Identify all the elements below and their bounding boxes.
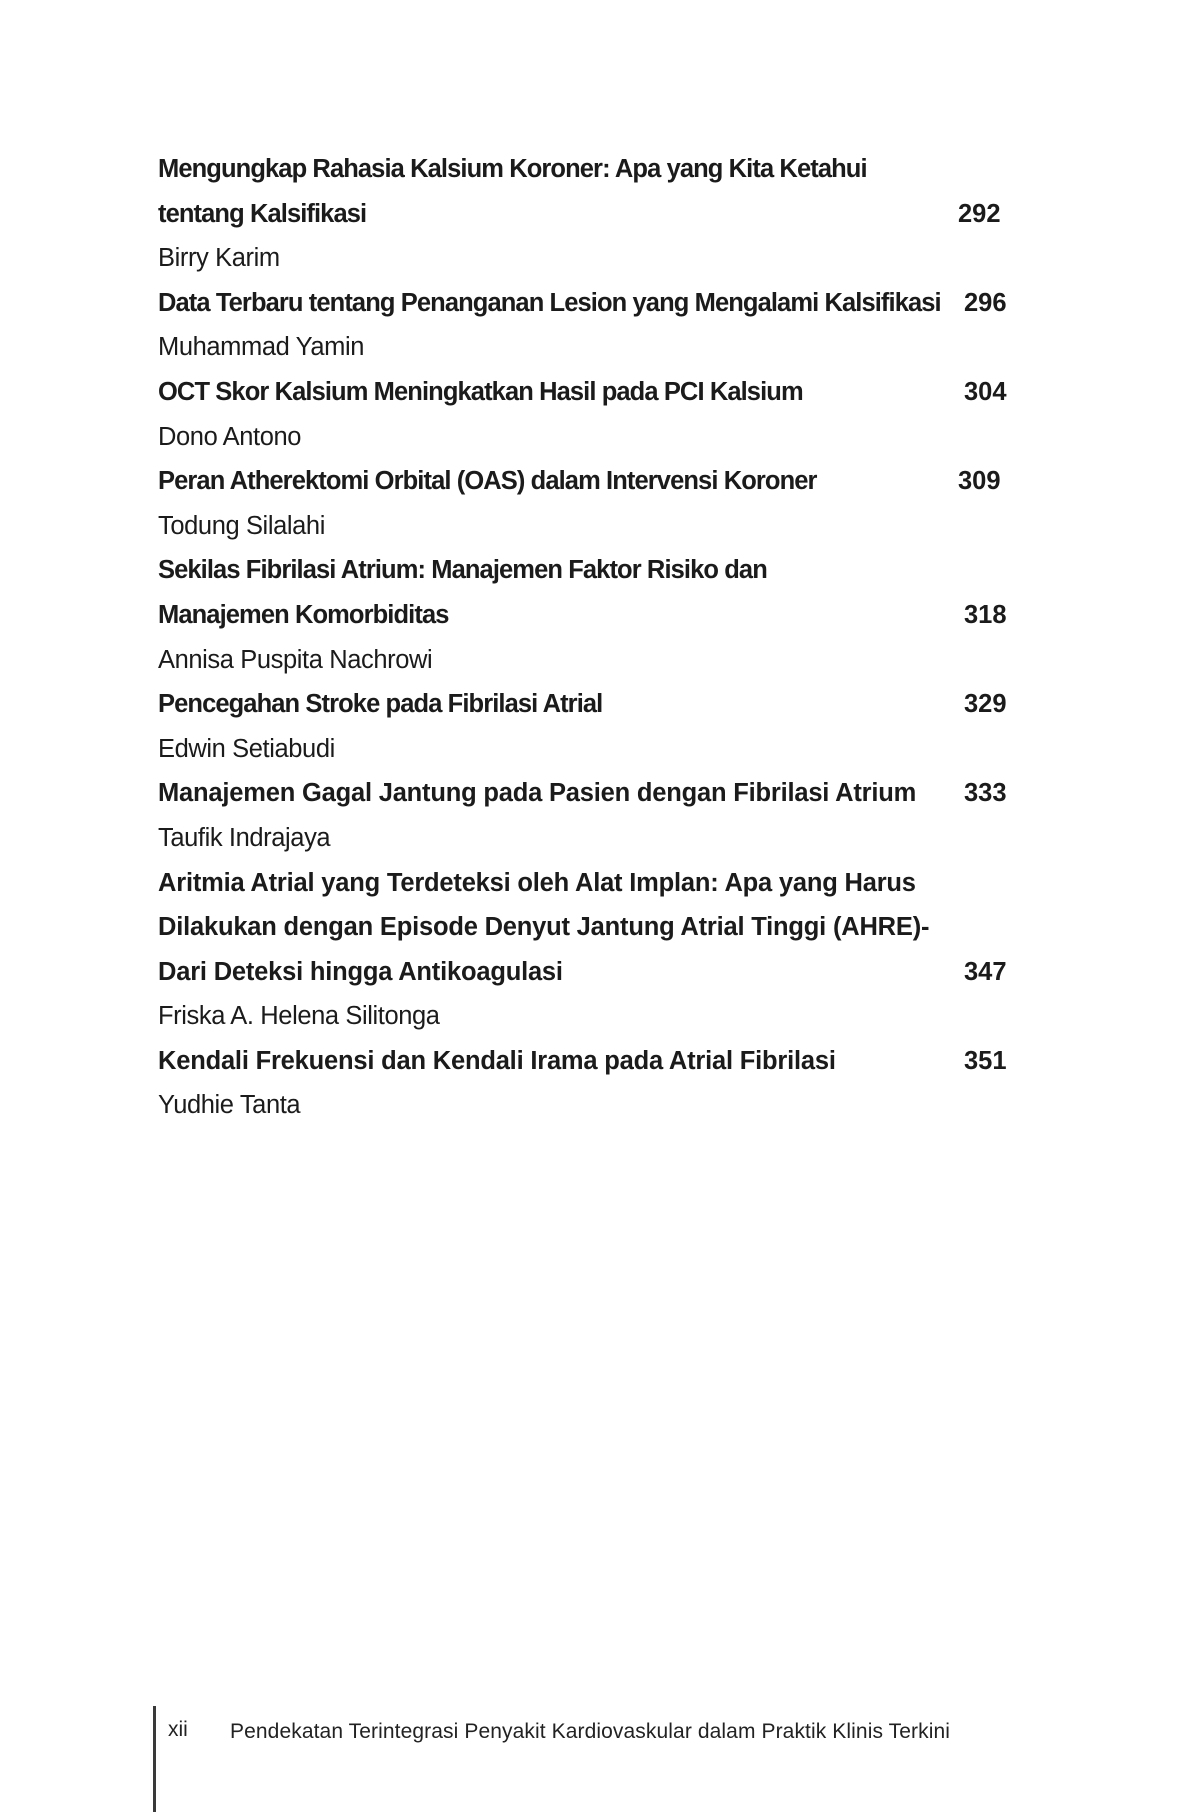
footer-page-number: xii [168, 1718, 188, 1741]
toc-entry-title-line: Dilakukan dengan Episode Denyut Jantung Atrial Tinggi (AHRE)- [158, 913, 930, 942]
toc-entry[interactable] [158, 281, 1018, 370]
toc-page-number: 347 [964, 957, 1007, 986]
toc-entry-title-line: Aritmia Atrial yang Terdeteksi oleh Alat Implan: Apa yang Harus [158, 868, 916, 897]
toc-entry-title-line: Sekilas Fibrilasi Atrium: Manajemen Faktor Risiko dan [158, 556, 767, 585]
toc-entry-author: Dono Antono [158, 422, 302, 451]
toc-entry-title-line: Manajemen Komorbiditas 318 [158, 593, 1018, 638]
toc-entry-author: Edwin Setiabudi [158, 734, 335, 763]
toc-entry-title-line: Kendali Frekuensi dan Kendali Irama pada Atrial Fibrilasi 351 [158, 1039, 1018, 1084]
toc-entry[interactable] [158, 682, 1018, 771]
toc-entry[interactable] [158, 771, 1018, 860]
toc-entry[interactable] [158, 861, 1018, 1039]
toc-entry-author: Muhammad Yamin [158, 333, 365, 362]
toc-page-number: 329 [964, 690, 1007, 719]
toc-entry-author: Taufik Indrajaya [158, 823, 331, 852]
toc-entry[interactable] [158, 1039, 1018, 1128]
toc-entry-title-line: Mengungkap Rahasia Kalsium Koroner: Apa yang Kita Ketahui [158, 155, 867, 183]
toc-entry-title-line: tentang Kalsifikasi 292 [158, 192, 1018, 237]
toc-page-number: 296 [964, 288, 1007, 317]
toc-entry[interactable] [158, 147, 1018, 281]
toc-entry-title-line: OCT Skor Kalsium Meningkatkan Hasil pada PCI Kalsium 304 [158, 370, 1018, 415]
toc-entry[interactable] [158, 548, 1018, 682]
toc-entry-title-line: Dari Deteksi hingga Antikoagulasi 347 [158, 950, 1018, 995]
toc-entry[interactable] [158, 370, 1018, 459]
toc-entry-author: Todung Silalahi [158, 511, 325, 540]
toc-entry-author: Birry Karim [158, 244, 280, 273]
toc-page-number: 351 [964, 1046, 1007, 1075]
toc-entry-title-line: Manajemen Gagal Jantung pada Pasien dengan Fibrilasi Atrium 333 [158, 771, 1018, 816]
toc-page-number: 333 [964, 779, 1007, 808]
toc-page-number: 318 [964, 600, 1007, 629]
footer-book-title: Pendekatan Terintegrasi Penyakit Kardiovaskular dalam Praktik Klinis Terkini [230, 1720, 951, 1743]
toc-entry[interactable] [158, 459, 1018, 548]
table-of-contents [158, 147, 1018, 1128]
footer-vertical-rule [153, 1706, 156, 1812]
toc-page-number: 292 [958, 199, 1001, 228]
toc-entry-author: Annisa Puspita Nachrowi [158, 645, 433, 674]
toc-entry-title-line: Peran Atherektomi Orbital (OAS) dalam Intervensi Koroner 309 [158, 459, 1018, 504]
toc-page-number: 309 [958, 467, 1001, 496]
toc-entry-author: Yudhie Tanta [158, 1091, 301, 1120]
toc-entry-title-line: Pencegahan Stroke pada Fibrilasi Atrial 329 [158, 682, 1018, 727]
toc-page-number: 304 [964, 377, 1007, 406]
page-footer [0, 1706, 1182, 1812]
toc-entry-title-line: Data Terbaru tentang Penanganan Lesion yang Mengalami Kalsifikasi 296 [158, 281, 1018, 326]
toc-entry-author: Friska A. Helena Silitonga [158, 1002, 440, 1031]
